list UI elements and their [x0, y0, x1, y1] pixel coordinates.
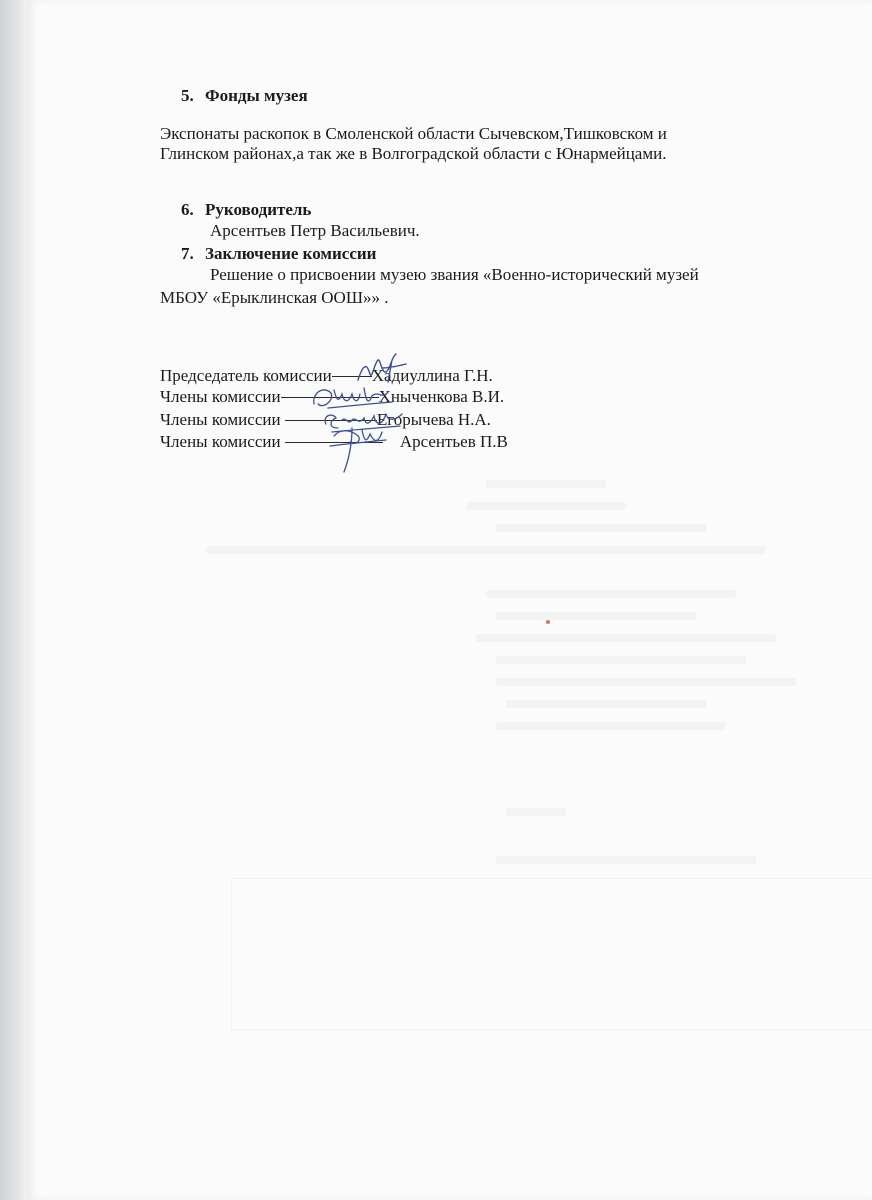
section-5-text-line2: Глинском районах,а так же в Волгоградской области с Юнармейцами. — [160, 144, 667, 163]
bleed-through-table — [231, 878, 872, 1030]
bleed-through — [496, 524, 706, 532]
section-6-heading — [181, 200, 311, 220]
section-number: 5. — [181, 86, 194, 105]
section-number: 7. — [181, 244, 194, 263]
bleed-through — [466, 502, 626, 510]
bleed-through — [506, 700, 706, 708]
section-title: Фонды музея — [205, 86, 308, 105]
member-name: Егорычева Н.А. — [376, 410, 491, 429]
red-speck — [546, 620, 550, 624]
member-role: Члены комиссии — [160, 432, 281, 451]
member-signature — [322, 422, 392, 480]
member-name: Хныченкова В.И. — [378, 387, 505, 406]
scan-edge — [0, 0, 26, 1200]
section-5-text-line1: Экспонаты раскопок в Смоленской области Сычевском,Тишковском и — [160, 124, 667, 143]
section-5-heading — [181, 86, 308, 106]
section-title: Руководитель — [205, 200, 312, 219]
section-title: Заключение комиссии — [205, 244, 377, 263]
bleed-through — [496, 612, 696, 620]
member-role: Члены комиссии — [160, 387, 281, 406]
bleed-through — [486, 590, 736, 598]
bleed-through — [476, 634, 776, 642]
bleed-through — [506, 808, 566, 816]
section-number: 6. — [181, 200, 194, 219]
document-page — [26, 0, 872, 1200]
bleed-through — [206, 546, 766, 554]
bleed-through — [496, 678, 796, 686]
bleed-through — [496, 722, 726, 730]
bleed-through — [496, 656, 746, 664]
bleed-through — [486, 480, 606, 488]
chairman-role: Председатель комиссии — [160, 366, 332, 385]
section-7-heading — [181, 244, 376, 264]
member-name: Арсентьев П.В — [399, 432, 508, 451]
chairman-name: Хадиуллина Г.Н. — [371, 366, 493, 385]
bleed-through — [496, 856, 756, 864]
member-role: Члены комиссии — [160, 410, 281, 429]
section-7-text-line1: Решение о присвоении музею звания «Военно-исторический музей — [210, 265, 699, 284]
section-6-text: Арсентьев Петр Васильевич. — [210, 221, 420, 240]
section-7-text-line2: МБОУ «Ерыклинская ООШ»» . — [160, 288, 389, 307]
